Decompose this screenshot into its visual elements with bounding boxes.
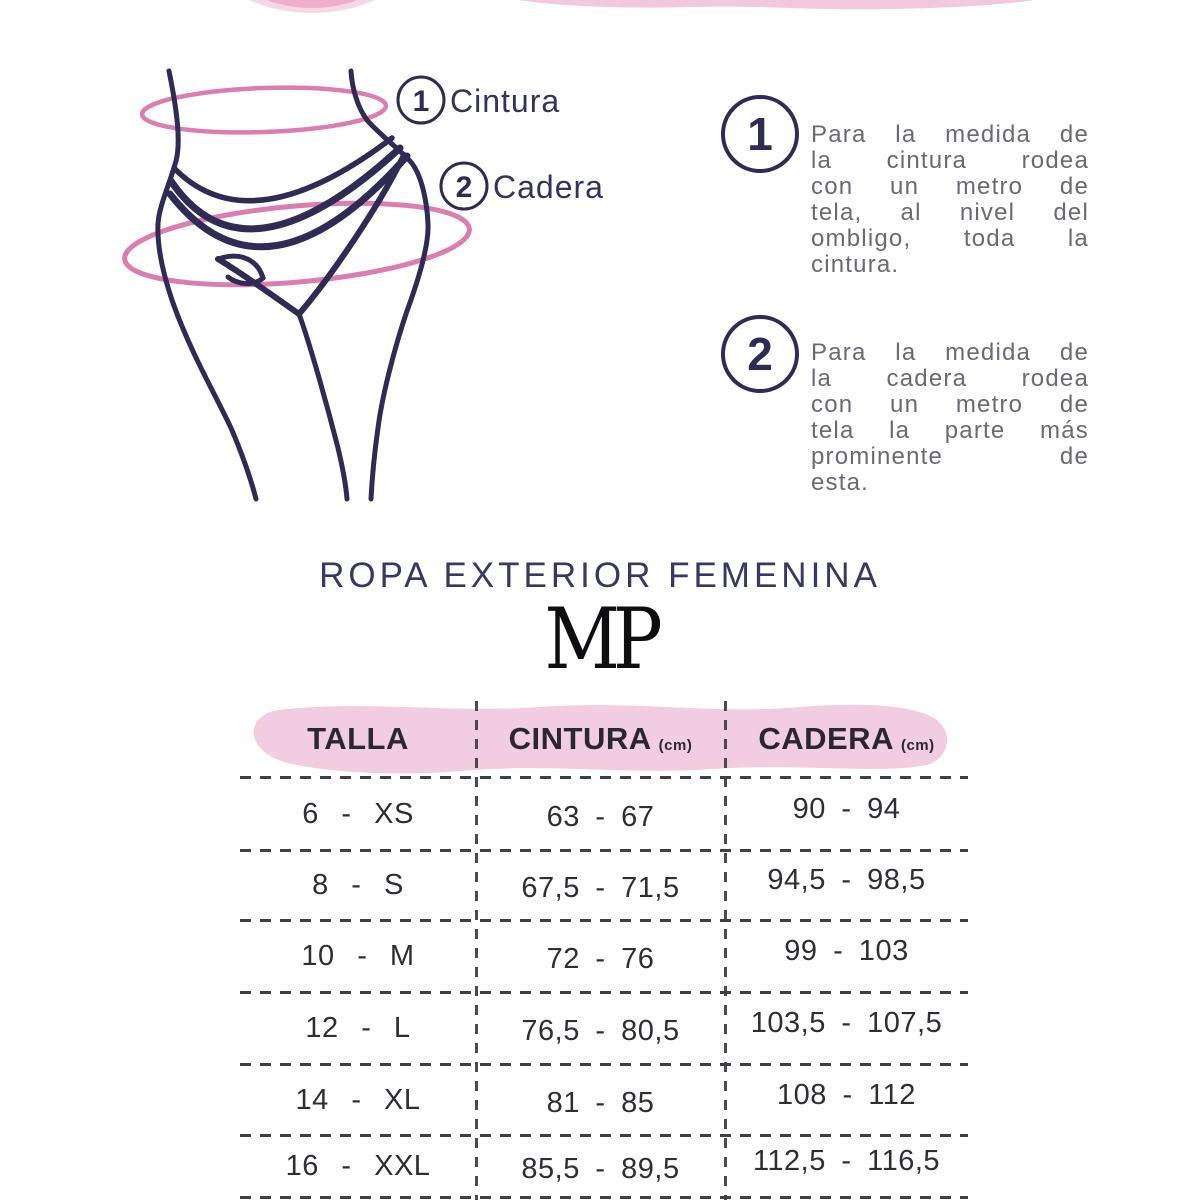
top-decor (222, 0, 1034, 13)
column-header-talla (240, 707, 476, 771)
instruction-line: tela la parte más (811, 417, 1089, 444)
instruction-line: Para la medida de (811, 121, 1089, 148)
column-unit: (cm) (658, 736, 693, 754)
hip-number: 2 (455, 171, 473, 204)
table-row (240, 922, 968, 991)
table-row (240, 994, 968, 1063)
table-row (240, 1137, 968, 1196)
column-label: CADERA (758, 721, 894, 756)
cell-cintura: 76,5 - 80,5 (521, 1015, 680, 1047)
instruction-line: tela, al nivel del (811, 199, 1089, 226)
table-row (240, 1066, 968, 1134)
cell-talla: 6 - XS (302, 797, 414, 830)
inner-thigh-line (299, 314, 347, 499)
cell-cadera: 108 - 112 (777, 1078, 916, 1111)
instruction-line: esta. (811, 469, 870, 496)
cell-cintura: 63 - 67 (546, 800, 655, 833)
brand-logo: MP (544, 590, 656, 688)
instruction-line: la cadera rodea (811, 365, 1089, 392)
cell-cadera: 112,5 - 116,5 (752, 1145, 941, 1177)
cell-cadera: 90 - 94 (792, 792, 901, 825)
instruction-line: ombligo, toda la (811, 225, 1089, 252)
cell-cadera: 99 - 103 (784, 935, 909, 967)
instruction-line: Para la medida de (811, 339, 1089, 366)
column-header-cintura (476, 707, 725, 771)
column-label: TALLA (307, 721, 409, 756)
instruction-1-badge (721, 95, 799, 173)
instruction-line: cintura. (811, 251, 900, 278)
cell-cadera: 94,5 - 98,5 (767, 864, 926, 896)
instruction-1-number: 1 (747, 108, 773, 160)
cell-talla: 8 - S (312, 869, 404, 901)
waist-number: 1 (412, 85, 430, 118)
instruction-line: prominente de (811, 443, 1089, 470)
cell-talla: 12 - L (305, 1012, 411, 1044)
cell-cintura: 81 - 85 (546, 1086, 655, 1119)
cell-talla: 16 - XXL (285, 1150, 431, 1182)
table-row (240, 852, 968, 919)
cell-talla: 14 - XL (295, 1083, 421, 1116)
instruction-2-number: 2 (747, 328, 773, 380)
hip-label: Cadera (493, 169, 604, 205)
hip-callout (441, 163, 604, 209)
pink-wave (518, 0, 1034, 9)
column-header-cadera (725, 707, 968, 771)
instruction-2-badge (721, 315, 799, 393)
instruction-1-text (811, 122, 1089, 278)
column-unit: (cm) (900, 736, 935, 754)
waistband-arc-1 (174, 138, 392, 201)
waist-label: Cintura (450, 83, 561, 119)
cell-talla: 10 - M (301, 940, 415, 972)
column-label: CINTURA (508, 721, 652, 756)
table-row (240, 779, 968, 849)
section-title: ROPA EXTERIOR FEMENINA (319, 556, 881, 595)
cell-cintura: 85,5 - 89,5 (521, 1153, 680, 1185)
cell-cintura: 67,5 - 71,5 (521, 872, 680, 904)
waist-callout (398, 77, 560, 123)
cell-cadera: 103,5 - 107,5 (750, 1007, 943, 1039)
instruction-line: la cintura rodea (811, 147, 1089, 174)
instruction-line: con un metro de (811, 391, 1089, 418)
cell-cintura: 72 - 76 (546, 943, 655, 975)
instruction-line: con un metro de (811, 173, 1089, 200)
instruction-2-text (811, 340, 1089, 496)
size-table (240, 699, 968, 1200)
body-right-line (351, 71, 428, 499)
table-header-row (240, 707, 968, 771)
